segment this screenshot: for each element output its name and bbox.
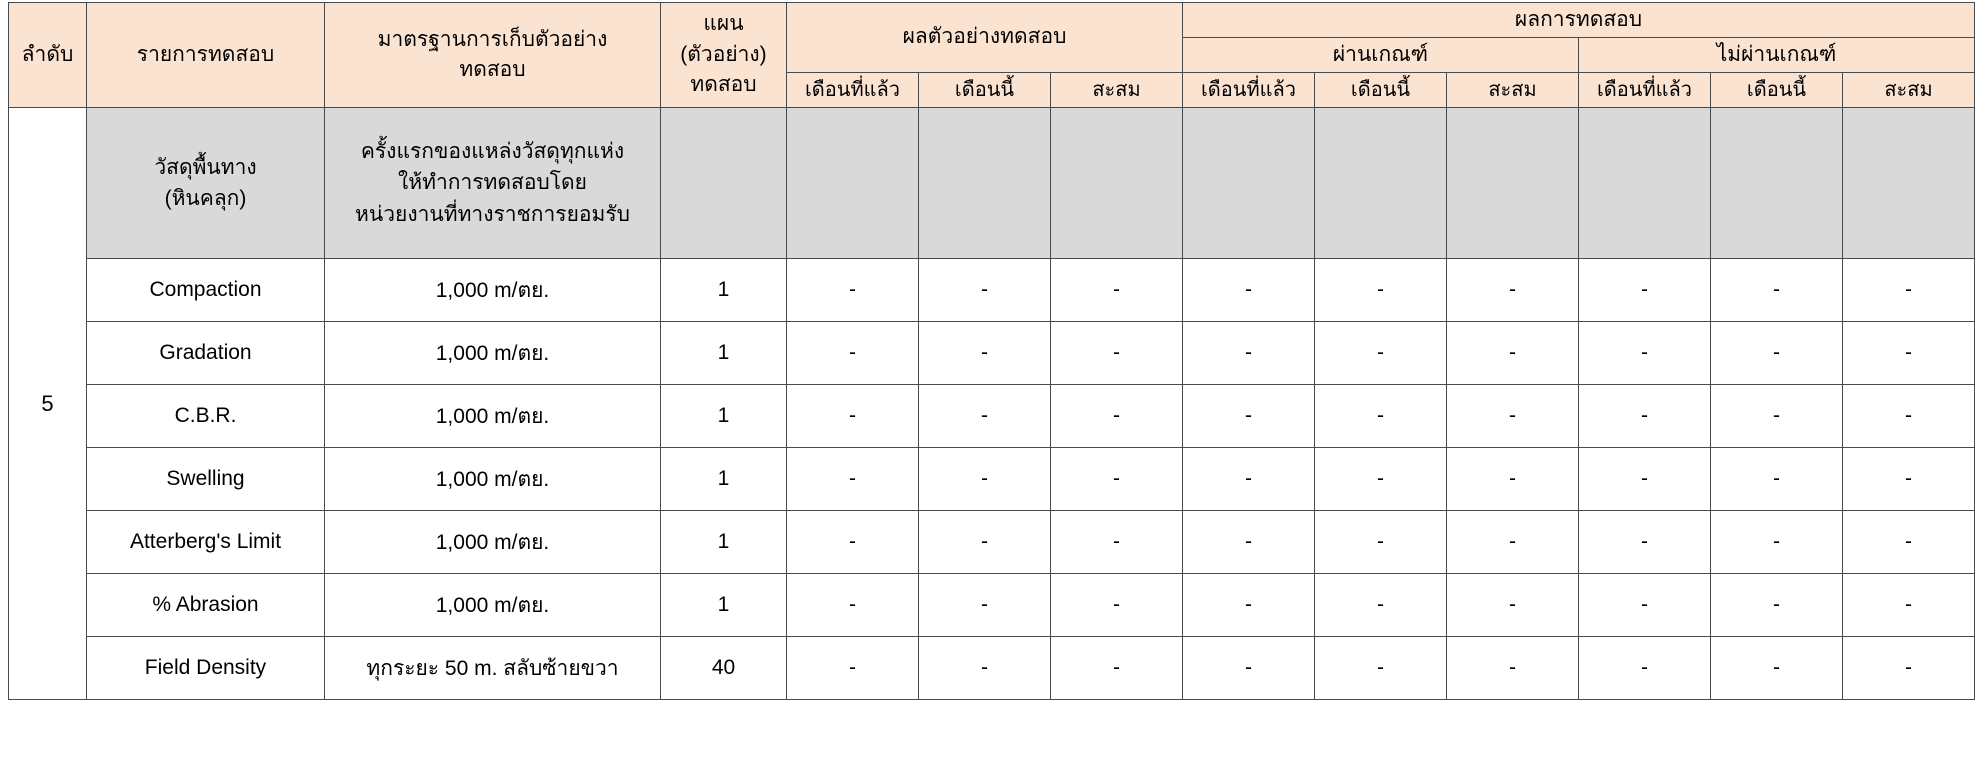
row-fail-last-month: - <box>1579 574 1711 637</box>
row-fail-cumulative: - <box>1843 574 1975 637</box>
row-pass-cumulative: - <box>1447 322 1579 385</box>
group-plan-blank <box>661 108 787 259</box>
table-row <box>9 511 1975 574</box>
table-row <box>9 637 1975 700</box>
table-row <box>9 322 1975 385</box>
header-pass-last-month: เดือนที่แล้ว <box>1183 73 1315 108</box>
row-name: C.B.R. <box>87 385 325 448</box>
row-sample-cumulative: - <box>1051 322 1183 385</box>
group-pass-cum-blank <box>1447 108 1579 259</box>
group-sample-last-blank <box>787 108 919 259</box>
row-name: Compaction <box>87 259 325 322</box>
row-fail-cumulative: - <box>1843 448 1975 511</box>
row-sample-this-month: - <box>919 448 1051 511</box>
row-fail-last-month: - <box>1579 385 1711 448</box>
row-fail-cumulative: - <box>1843 385 1975 448</box>
group-title <box>87 108 325 259</box>
row-sample-last-month: - <box>787 385 919 448</box>
row-standard: 1,000 m/ตย. <box>325 574 661 637</box>
row-pass-cumulative: - <box>1447 574 1579 637</box>
row-plan: 1 <box>661 385 787 448</box>
group-fail-this-blank <box>1711 108 1843 259</box>
row-fail-cumulative: - <box>1843 637 1975 700</box>
row-sample-last-month: - <box>787 448 919 511</box>
row-fail-this-month: - <box>1711 385 1843 448</box>
row-pass-this-month: - <box>1315 322 1447 385</box>
row-pass-last-month: - <box>1183 259 1315 322</box>
group-row <box>9 108 1975 259</box>
group-title-line2: (หินคลุก) <box>164 187 247 210</box>
row-plan: 1 <box>661 322 787 385</box>
header-standard-line2: ทดสอบ <box>459 58 526 81</box>
group-pass-last-blank <box>1183 108 1315 259</box>
row-sample-this-month: - <box>919 259 1051 322</box>
row-fail-this-month: - <box>1711 511 1843 574</box>
table-row <box>9 574 1975 637</box>
header-sample-this-month: เดือนนี้ <box>919 73 1051 108</box>
row-sample-last-month: - <box>787 259 919 322</box>
header-fail-cumulative: สะสม <box>1843 73 1975 108</box>
header-item: รายการทดสอบ <box>87 3 325 108</box>
row-pass-this-month: - <box>1315 574 1447 637</box>
header-pass-this-month: เดือนนี้ <box>1315 73 1447 108</box>
row-sample-this-month: - <box>919 511 1051 574</box>
row-fail-this-month: - <box>1711 448 1843 511</box>
row-sample-last-month: - <box>787 511 919 574</box>
row-sample-this-month: - <box>919 385 1051 448</box>
header-fail-last-month: เดือนที่แล้ว <box>1579 73 1711 108</box>
row-name: Atterberg's Limit <box>87 511 325 574</box>
row-fail-this-month: - <box>1711 322 1843 385</box>
header-pass-cumulative: สะสม <box>1447 73 1579 108</box>
row-pass-cumulative: - <box>1447 385 1579 448</box>
row-plan: 1 <box>661 259 787 322</box>
row-fail-last-month: - <box>1579 448 1711 511</box>
header-standard-line1: มาตรฐานการเก็บตัวอย่าง <box>377 27 608 51</box>
header-test-result: ผลการทดสอบ <box>1183 3 1975 38</box>
header-sample-cumulative: สะสม <box>1051 73 1183 108</box>
group-standard-line1: ครั้งแรกของแหล่งวัสดุทุกแห่ง <box>360 139 625 163</box>
row-fail-this-month: - <box>1711 259 1843 322</box>
row-sample-this-month: - <box>919 637 1051 700</box>
row-pass-this-month: - <box>1315 637 1447 700</box>
row-fail-cumulative: - <box>1843 322 1975 385</box>
table-row <box>9 259 1975 322</box>
table-row <box>9 448 1975 511</box>
row-sample-last-month: - <box>787 574 919 637</box>
group-standard-line3: หน่วยงานที่ทางราชการยอมรับ <box>355 202 630 226</box>
table-body <box>9 108 1975 700</box>
group-sample-this-blank <box>919 108 1051 259</box>
row-standard: ทุกระยะ 50 m. สลับซ้ายขวา <box>325 637 661 700</box>
header-plan-line2: (ตัวอย่าง) <box>680 42 767 66</box>
row-pass-last-month: - <box>1183 511 1315 574</box>
row-pass-this-month: - <box>1315 511 1447 574</box>
group-sample-cum-blank <box>1051 108 1183 259</box>
row-pass-last-month: - <box>1183 637 1315 700</box>
row-sample-last-month: - <box>787 322 919 385</box>
row-sample-cumulative: - <box>1051 574 1183 637</box>
test-summary-table <box>8 2 1975 700</box>
table-header <box>9 3 1975 108</box>
row-pass-last-month: - <box>1183 574 1315 637</box>
row-plan: 40 <box>661 637 787 700</box>
group-fail-last-blank <box>1579 108 1711 259</box>
group-pass-this-blank <box>1315 108 1447 259</box>
header-sample-result: ผลตัวอย่างทดสอบ <box>787 3 1183 73</box>
row-sample-cumulative: - <box>1051 385 1183 448</box>
row-standard: 1,000 m/ตย. <box>325 259 661 322</box>
header-pass: ผ่านเกณฑ์ <box>1183 38 1579 73</box>
row-fail-this-month: - <box>1711 637 1843 700</box>
row-pass-last-month: - <box>1183 385 1315 448</box>
row-pass-cumulative: - <box>1447 511 1579 574</box>
header-fail-this-month: เดือนนี้ <box>1711 73 1843 108</box>
row-plan: 1 <box>661 511 787 574</box>
header-plan-line3: ทดสอบ <box>690 73 757 97</box>
row-name: Gradation <box>87 322 325 385</box>
row-name: Swelling <box>87 448 325 511</box>
row-standard: 1,000 m/ตย. <box>325 385 661 448</box>
row-standard: 1,000 m/ตย. <box>325 322 661 385</box>
row-standard: 1,000 m/ตย. <box>325 448 661 511</box>
header-seq: ลำดับ <box>9 3 87 108</box>
group-sequence: 5 <box>9 108 87 700</box>
row-fail-this-month: - <box>1711 574 1843 637</box>
header-fail: ไม่ผ่านเกณฑ์ <box>1579 38 1975 73</box>
row-pass-this-month: - <box>1315 448 1447 511</box>
row-fail-cumulative: - <box>1843 259 1975 322</box>
row-sample-cumulative: - <box>1051 511 1183 574</box>
row-plan: 1 <box>661 574 787 637</box>
row-fail-last-month: - <box>1579 511 1711 574</box>
row-sample-cumulative: - <box>1051 448 1183 511</box>
row-pass-cumulative: - <box>1447 448 1579 511</box>
row-fail-last-month: - <box>1579 322 1711 385</box>
group-standard <box>325 108 661 259</box>
row-pass-this-month: - <box>1315 259 1447 322</box>
header-standard <box>325 3 661 108</box>
group-standard-line2: ให้ทำการทดสอบโดย <box>398 171 587 195</box>
row-standard: 1,000 m/ตย. <box>325 511 661 574</box>
row-sample-this-month: - <box>919 574 1051 637</box>
document-sheet <box>0 2 1985 779</box>
table-row <box>9 385 1975 448</box>
group-fail-cum-blank <box>1843 108 1975 259</box>
row-pass-last-month: - <box>1183 322 1315 385</box>
header-sample-last-month: เดือนที่แล้ว <box>787 73 919 108</box>
header-plan <box>661 3 787 108</box>
row-sample-cumulative: - <box>1051 259 1183 322</box>
row-pass-cumulative: - <box>1447 637 1579 700</box>
row-pass-cumulative: - <box>1447 259 1579 322</box>
group-title-line1: วัสดุพื้นทาง <box>154 155 257 179</box>
row-sample-cumulative: - <box>1051 637 1183 700</box>
header-row-1 <box>9 3 1975 38</box>
row-fail-cumulative: - <box>1843 511 1975 574</box>
row-fail-last-month: - <box>1579 259 1711 322</box>
row-name: % Abrasion <box>87 574 325 637</box>
row-fail-last-month: - <box>1579 637 1711 700</box>
row-sample-this-month: - <box>919 322 1051 385</box>
row-pass-last-month: - <box>1183 448 1315 511</box>
row-sample-last-month: - <box>787 637 919 700</box>
row-name: Field Density <box>87 637 325 700</box>
header-plan-line1: แผน <box>703 12 744 36</box>
row-pass-this-month: - <box>1315 385 1447 448</box>
row-plan: 1 <box>661 448 787 511</box>
